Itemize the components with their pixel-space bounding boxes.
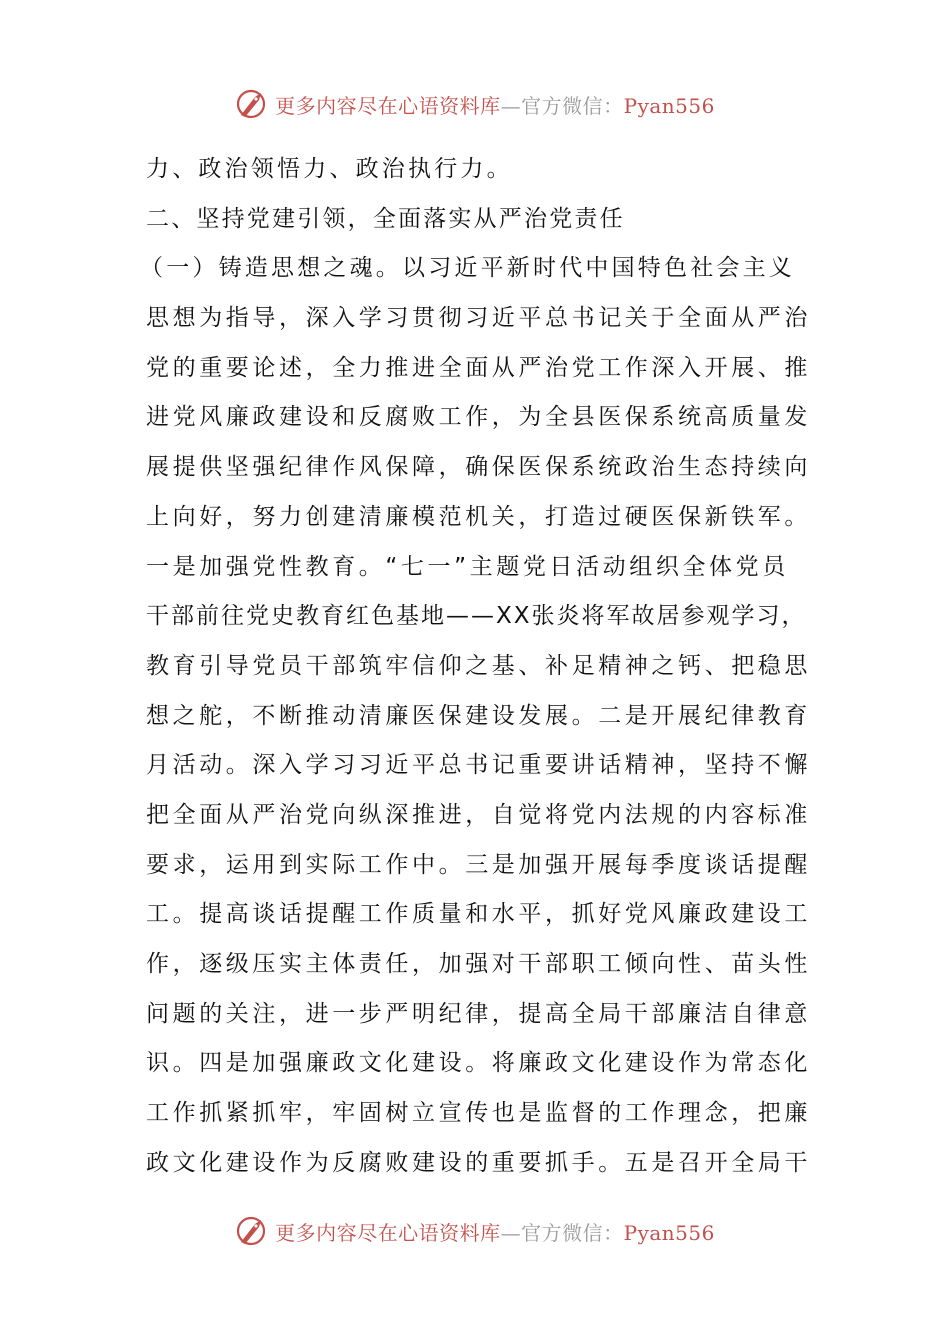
text-line: 工作抓紧抓牢，牢固树立宣传也是监督的工作理念，把廉 [146,1100,811,1127]
document-body [140,145,816,1188]
pen-nib-circle-icon [235,1214,269,1248]
watermark-text [275,1217,715,1246]
text-line: 识。四是加强廉政文化建设。将廉政文化建设作为常态化 [146,1050,811,1077]
text-line: 把全面从严治党向纵深推进，自觉将党内法规的内容标准 [146,801,811,828]
watermark-brand: 更多内容尽在心语资料库 [275,93,501,118]
text-line: 展提供坚强纪律作风保障，确保医保系统政治生态持续向 [146,454,811,481]
footer-watermark [0,1211,950,1251]
text-line: 干部前往党史教育红色基地——XX张炎将军故居参观学习， [146,603,807,630]
text-line: 工。提高谈话提醒工作质量和水平，抓好党风廉政建设工 [146,901,811,928]
text-line: 教育引导党员干部筑牢信仰之基、补足精神之钙、把稳思 [146,652,811,679]
text-line: 月活动。深入学习习近平总书记重要讲话精神，坚持不懈 [146,752,811,779]
watermark-dash: — [500,1220,522,1245]
header-watermark [0,84,950,124]
pen-nib-circle-icon [235,87,269,121]
watermark-wechat-label: 官方微信： [521,93,624,118]
watermark-text [275,90,715,119]
section-heading: 二、坚持党建引领，全面落实从严治党责任 [146,205,625,232]
text-line: 想之舵，不断推动清廉医保建设发展。二是开展纪律教育 [146,702,811,729]
watermark-brand: 更多内容尽在心语资料库 [275,1220,501,1245]
text-line: 问题的关注，进一步严明纪律，提高全局干部廉洁自律意 [146,1000,811,1027]
text-line: 政文化建设作为反腐败建设的重要抓手。五是召开全局干 [146,1149,811,1176]
subsection-heading: （一）铸造思想之魂。以习近平新时代中国特色社会主义 [140,255,795,282]
watermark-wechat-id: Pyan556 [623,93,715,118]
text-line: 思想为指导，深入学习贯彻习近平总书记关于全面从严治 [146,305,811,332]
text-line: 要求，运用到实际工作中。三是加强开展每季度谈话提醒 [146,851,811,878]
text-line: 力、政治领悟力、政治执行力。 [146,156,513,182]
text-line: 作，逐级压实主体责任，加强对干部职工倾向性、苗头性 [146,951,811,977]
text-line: 进党风廉政建设和反腐败工作，为全县医保系统高质量发 [146,404,811,431]
text-line: 党的重要论述，全力推进全面从严治党工作深入开展、推 [146,354,811,381]
watermark-wechat-label: 官方微信： [521,1220,624,1245]
text-line: 上向好，努力创建清廉模范机关，打造过硬医保新铁军。 [146,503,811,530]
watermark-wechat-id: Pyan556 [623,1220,715,1245]
text-line: 一是加强党性教育。“七一”主题党日活动组织全体党员 [146,553,789,580]
watermark-dash: — [500,93,522,118]
